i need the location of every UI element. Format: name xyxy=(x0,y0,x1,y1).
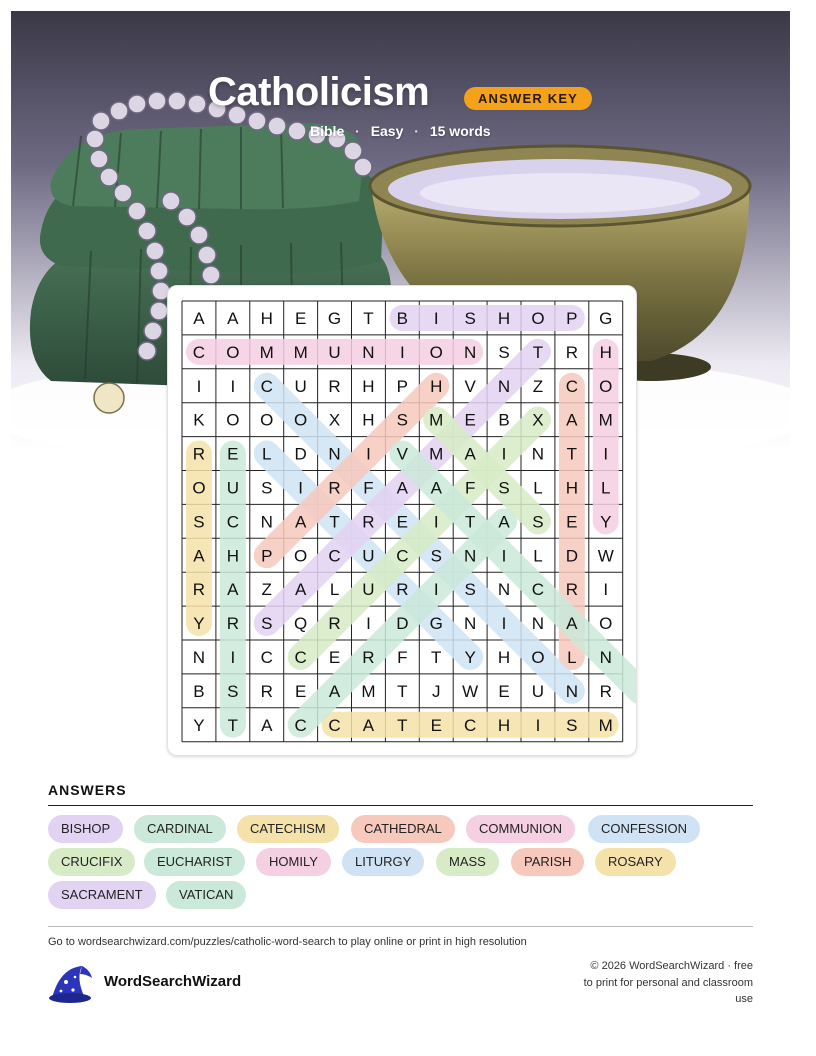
grid-letter: I xyxy=(230,647,236,667)
answer-chip-catechism: CATECHISM xyxy=(237,815,339,843)
grid-letter: S xyxy=(430,546,442,566)
grid-letter: U xyxy=(531,681,545,701)
difficulty-label: Easy xyxy=(370,123,404,139)
grid-letter: O xyxy=(192,478,206,498)
grid-letter: S xyxy=(464,308,476,328)
grid-letter: O xyxy=(226,342,240,362)
grid-letter: E xyxy=(328,647,341,667)
grid-letter: S xyxy=(498,478,510,498)
grid-letter: N xyxy=(192,647,206,667)
grid-letter: J xyxy=(432,681,441,701)
grid-letter: U xyxy=(226,478,239,498)
answer-chip-bishop: BISHOP xyxy=(48,815,123,843)
grid-letter: O xyxy=(429,342,443,362)
grid-letter: S xyxy=(498,342,510,362)
grid-letter: A xyxy=(227,580,239,600)
grid-letter: M xyxy=(598,410,613,430)
grid-letter: R xyxy=(226,614,239,634)
grid-letter: H xyxy=(362,410,375,430)
grid-letter: A xyxy=(227,308,239,328)
grid-letter: R xyxy=(565,580,578,600)
grid-letter: N xyxy=(362,342,375,362)
grid-letter: C xyxy=(192,342,206,362)
grid-letter: A xyxy=(294,580,307,600)
grid-letter: N xyxy=(565,681,578,701)
grid-letter: R xyxy=(599,681,612,701)
answer-chip-confession: CONFESSION xyxy=(588,815,700,843)
grid-letter: O xyxy=(531,647,545,667)
grid-letter: F xyxy=(397,647,408,667)
grid-letter: T xyxy=(464,512,476,532)
grid-letter: I xyxy=(366,444,371,464)
grid-letter: T xyxy=(566,444,578,464)
answer-key-badge: ANSWER KEY xyxy=(464,87,592,110)
grid-letter: I xyxy=(433,580,439,600)
grid-letter: C xyxy=(226,512,239,532)
grid-letter: X xyxy=(532,410,544,430)
grid-letter: N xyxy=(599,647,612,667)
answer-chip-eucharist: EUCHARIST xyxy=(144,848,245,876)
grid-letter: F xyxy=(464,478,476,498)
grid-letter: E xyxy=(227,444,239,464)
grid-letter: A xyxy=(566,410,578,430)
grid-letter: W xyxy=(597,546,614,566)
grid-letter: U xyxy=(362,580,375,600)
grid-letter: Y xyxy=(600,512,612,532)
grid-letter: I xyxy=(366,614,371,634)
grid-letter: G xyxy=(429,614,443,634)
grid-letter: N xyxy=(328,444,341,464)
grid-letter: H xyxy=(599,342,612,362)
grid-letter: R xyxy=(328,376,341,396)
grid-letter: R xyxy=(362,647,375,667)
grid-letter: I xyxy=(501,444,507,464)
grid-letter: P xyxy=(261,546,273,566)
grid-letter: R xyxy=(328,614,341,634)
grid-letter: S xyxy=(566,715,578,735)
footer-url-text: Go to wordsearchwizard.com/puzzles/catholic-word-search to play online or print in high resolution xyxy=(48,936,527,948)
answer-chip-crucifix: CRUCIFIX xyxy=(48,848,135,876)
grid-letter: H xyxy=(260,308,273,328)
answer-chip-parish: PARISH xyxy=(511,848,584,876)
grid-letter: A xyxy=(498,512,510,532)
grid-letter: R xyxy=(565,342,578,362)
grid-letter: L xyxy=(329,580,340,600)
grid-letter: I xyxy=(298,478,304,498)
answer-chip-cardinal: CARDINAL xyxy=(134,815,226,843)
grid-letter: I xyxy=(603,580,609,600)
grid-letter: L xyxy=(567,647,577,667)
grid-letter: A xyxy=(193,308,205,328)
grid-letter: F xyxy=(363,478,374,498)
answer-chip-cathedral: CATHEDRAL xyxy=(351,815,455,843)
copyright-text: © 2026 WordSearchWizard · free to print for personal and classroom use xyxy=(583,960,753,1005)
grid-letter: T xyxy=(532,342,544,362)
answer-chip-communion: COMMUNION xyxy=(466,815,575,843)
answers-heading: ANSWERS xyxy=(48,782,127,798)
grid-letter: H xyxy=(497,715,511,735)
brand-name: WordSearchWizard xyxy=(104,973,242,990)
grid-letter: H xyxy=(226,546,239,566)
grid-letter: H xyxy=(565,478,578,498)
grid-letter: M xyxy=(293,342,308,362)
divider xyxy=(48,805,753,806)
grid-letter: M xyxy=(361,681,376,701)
answer-chip-vatican: VATICAN xyxy=(166,881,246,909)
grid-letter: D xyxy=(396,614,409,634)
grid-letter: T xyxy=(397,715,408,735)
grid-letter: S xyxy=(464,580,476,600)
grid-letter: N xyxy=(497,376,511,396)
grid-letter: N xyxy=(497,580,511,600)
grid-letter: G xyxy=(327,308,342,328)
grid-letter: S xyxy=(261,614,273,634)
grid-letter: L xyxy=(262,444,272,464)
grid-letter: P xyxy=(396,376,409,396)
grid-letter: N xyxy=(260,512,273,532)
grid-letter: Q xyxy=(294,614,308,634)
grid-letter: O xyxy=(531,308,545,328)
grid-letter: L xyxy=(533,546,543,566)
answer-chip-sacrament: SACRAMENT xyxy=(48,881,156,909)
grid-letter: E xyxy=(498,681,510,701)
grid-letter: O xyxy=(599,614,613,634)
grid-letter: D xyxy=(294,444,307,464)
grid-letter: R xyxy=(328,478,341,498)
grid-letter: C xyxy=(531,580,545,600)
grid-letter: C xyxy=(294,715,307,735)
grid-letter: I xyxy=(399,342,405,362)
page-title: Catholicism xyxy=(208,70,430,114)
grid-letter: A xyxy=(294,512,307,532)
grid-letter: R xyxy=(260,681,273,701)
grid-letter: T xyxy=(227,715,239,735)
grid-letter: T xyxy=(329,512,340,532)
grid-letter: A xyxy=(430,478,442,498)
grid-letter: X xyxy=(328,410,341,430)
grid-letter: Z xyxy=(532,376,544,396)
grid-letter: G xyxy=(599,308,613,328)
word-count-label: 15 words xyxy=(429,123,491,139)
grid-letter: S xyxy=(396,410,409,430)
grid-letter: I xyxy=(196,376,202,396)
grid-letter: N xyxy=(464,546,477,566)
grid-letter: O xyxy=(226,410,240,430)
word-search-grid xyxy=(168,286,636,755)
grid-letter: O xyxy=(599,376,613,396)
grid-letter: M xyxy=(598,715,613,735)
grid-letter: B xyxy=(396,308,409,328)
grid-letter: C xyxy=(464,715,477,735)
grid-letter: E xyxy=(464,410,476,430)
grid-letter: O xyxy=(260,410,274,430)
divider xyxy=(48,926,753,927)
wizard-hat-icon xyxy=(46,964,94,1009)
grid-letter: H xyxy=(430,376,443,396)
grid-letter: M xyxy=(259,342,274,362)
grid-letter: D xyxy=(565,546,578,566)
grid-letter: R xyxy=(192,444,206,464)
grid-letter: E xyxy=(294,308,307,328)
grid-letter: R xyxy=(192,580,206,600)
grid-letter: A xyxy=(362,715,375,735)
grid-letter: W xyxy=(462,681,479,701)
grid-letter: M xyxy=(429,410,444,430)
grid-letter: C xyxy=(328,715,341,735)
grid-letter: P xyxy=(566,308,578,328)
grid-letter: Y xyxy=(193,715,205,735)
meta-separator: · xyxy=(414,123,419,139)
grid-letter: A xyxy=(193,546,205,566)
answer-chip-homily: HOMILY xyxy=(256,848,331,876)
grid-letter: K xyxy=(193,410,205,430)
grid-letter: I xyxy=(603,444,609,464)
grid-letter: O xyxy=(294,546,308,566)
category-label: Bible xyxy=(310,123,345,139)
puzzle-meta xyxy=(310,123,491,139)
grid-letter: N xyxy=(531,614,545,634)
grid-letter: R xyxy=(396,580,409,600)
answer-chip-liturgy: LITURGY xyxy=(342,848,424,876)
grid-letter: V xyxy=(464,376,476,396)
grid-letter: E xyxy=(566,512,578,532)
grid-letter: Y xyxy=(193,614,205,634)
grid-letter: M xyxy=(429,444,444,464)
grid-letter: I xyxy=(433,512,439,532)
grid-letter: C xyxy=(396,546,409,566)
grid-letter: S xyxy=(261,478,273,498)
grid-letter: C xyxy=(328,546,341,566)
grid-letter: U xyxy=(362,546,375,566)
grid-letter: N xyxy=(464,342,477,362)
grid-letter: T xyxy=(363,308,374,328)
grid-letter: A xyxy=(261,715,273,735)
grid-letter: I xyxy=(501,546,507,566)
grid-letter: A xyxy=(396,478,409,498)
grid-letter: L xyxy=(601,478,611,498)
answer-chip-mass: MASS xyxy=(436,848,499,876)
grid-letter: I xyxy=(501,614,507,634)
grid-letter: U xyxy=(328,342,341,362)
grid-letter: N xyxy=(464,614,477,634)
grid-letter: C xyxy=(294,647,307,667)
grid-letter: O xyxy=(294,410,308,430)
grid-letter: I xyxy=(535,715,541,735)
grid-letter: V xyxy=(396,444,409,464)
meta-separator: · xyxy=(355,123,360,139)
answer-chip-rosary: ROSARY xyxy=(595,848,676,876)
grid-letter: C xyxy=(260,647,273,667)
grid-letter: E xyxy=(294,681,307,701)
grid-letter: N xyxy=(531,444,545,464)
grid-letter: H xyxy=(497,308,511,328)
grid-letter: A xyxy=(464,444,476,464)
grid-letter: A xyxy=(328,681,341,701)
grid-letter: T xyxy=(431,647,442,667)
grid-letter: E xyxy=(430,715,442,735)
grid-letter: C xyxy=(565,376,578,396)
grid-letter: Z xyxy=(261,580,272,600)
grid-letter: S xyxy=(193,512,205,532)
grid-letter: U xyxy=(294,376,307,396)
grid-letter: I xyxy=(230,376,236,396)
grid-letter: R xyxy=(362,512,375,532)
grid-letter: Y xyxy=(464,647,476,667)
grid-letter: H xyxy=(362,376,375,396)
grid-letter: S xyxy=(227,681,239,701)
puzzle-card xyxy=(167,285,637,756)
grid-letter: S xyxy=(532,512,544,532)
grid-letter: B xyxy=(498,410,510,430)
grid-letter: T xyxy=(397,681,408,701)
grid-letter: H xyxy=(497,647,511,667)
grid-letter: C xyxy=(260,376,273,396)
grid-letter: I xyxy=(433,308,439,328)
grid-letter: L xyxy=(533,478,543,498)
grid-letter: E xyxy=(396,512,409,532)
grid-letter: B xyxy=(193,681,205,701)
grid-letter: A xyxy=(566,614,578,634)
